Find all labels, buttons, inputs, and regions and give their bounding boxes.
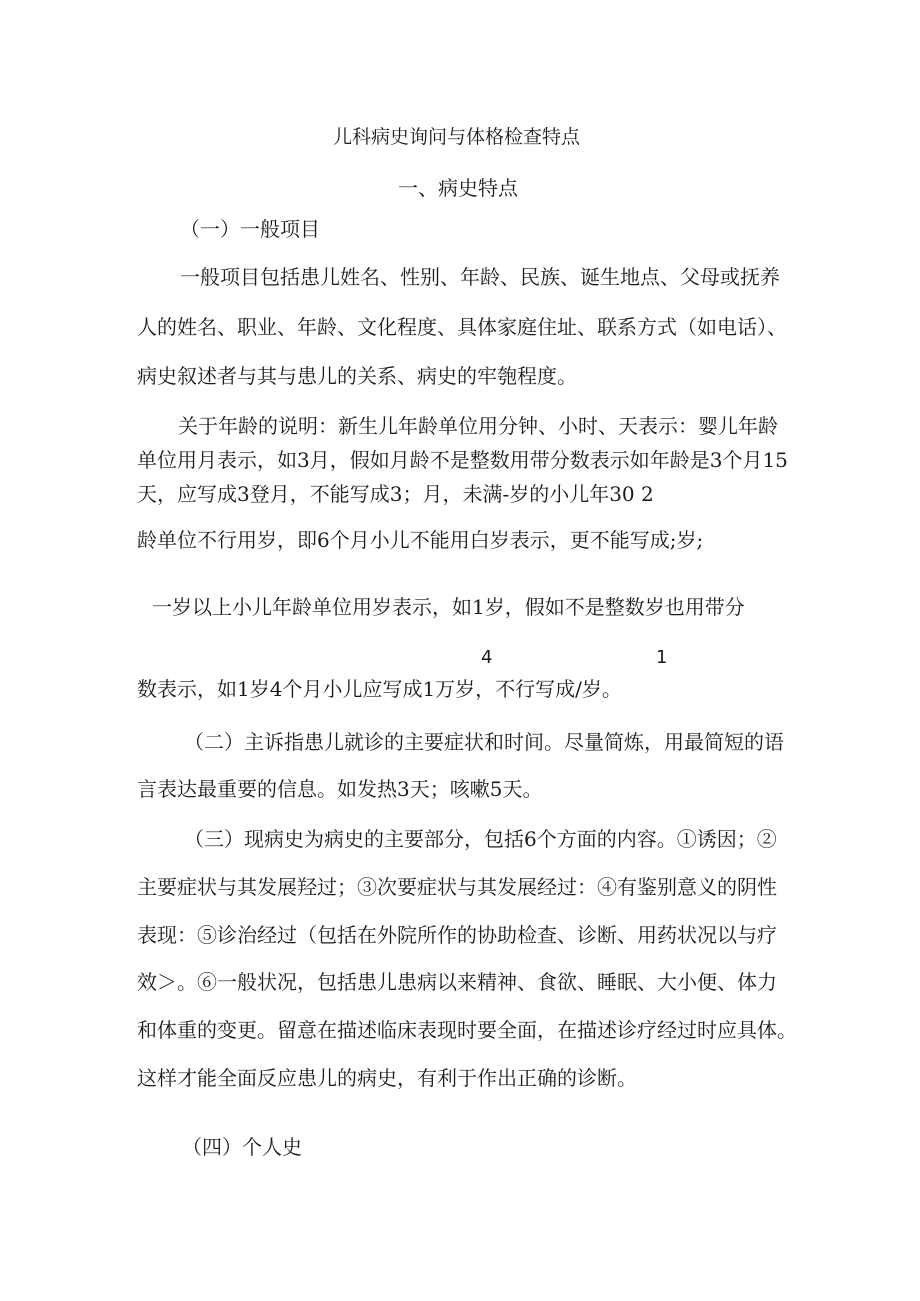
paragraph-line: 人的姓名、职业、年龄、文化程度、具体家庭住址、联系方式（如电话）、 (137, 315, 787, 339)
paragraph-line: 病史叙述者与其与患儿的关系、病史的牢匏程度。 (137, 364, 577, 388)
document-title: 儿科病史询问与体格检查特点 (333, 126, 581, 148)
paragraph-line: （二）主诉指患儿就诊的主要症状和时间。尽量简炼，用最简短的语 (184, 730, 784, 754)
paragraph-line: 一般项目包括患儿姓名、性别、年龄、民族、诞生地点、父母或抚养 (180, 265, 780, 289)
general-heading: （一）一般项目 (180, 217, 320, 241)
personal-heading: （四）个人史 (182, 1135, 302, 1159)
paragraph-line: 言表达最重要的信息。如发热3天；咳嗽5天。 (137, 777, 543, 801)
paragraph-line: 关于年龄的说明：新生儿年龄单位用分钟、小时、天表示：婴儿年龄 (178, 414, 778, 438)
paragraph-line: 一岁以上小儿年龄单位用岁表示，如1岁，假如不是整数岁也用带分 (152, 595, 745, 619)
paragraph-line: 天，应写成3登月，不能写成3；月，未满-岁的小儿年30 2 (137, 482, 654, 506)
section-heading: 一、病史特点 (398, 176, 518, 200)
paragraph-line: 表现：⑤诊治经过（包括在外院所作的协助检查、诊断、用药状况以与疗 (137, 923, 777, 947)
paragraph-line: 龄单位不行用岁，即6个月小儿不能用白岁表示，更不能写成;岁; (137, 528, 704, 552)
fraction-numerator: 1 (656, 647, 668, 668)
paragraph-line: （三）现病史为病史的主要部分，包括6个方面的内容。①诱因；② (184, 827, 777, 851)
paragraph-line: 主要症状与其发展羟过；③次要症状与其发展经过：④有鉴别意义的阴性 (137, 875, 777, 899)
paragraph-line: 单位用月表示，如3月，假如月龄不是整数用带分数表示如年龄是3个月15 (137, 448, 788, 472)
paragraph-line: 数表示，如1岁4个月小儿应写成1万岁，不行写成/岁。 (137, 677, 622, 701)
fraction-numerator: 4 (481, 647, 493, 668)
paragraph-line: 和体重的变更。留意在描述临床表现时要全面，在描述诊疗经过时应具体。 (137, 1018, 797, 1042)
paragraph-line: 效＞。⑥一般状况，包括患儿患病以来精神、食欲、睡眠、大小便、体力 (137, 970, 777, 994)
paragraph-line: 这样才能全面反应患儿的病史，有利于作出正确的诊断。 (137, 1066, 637, 1090)
